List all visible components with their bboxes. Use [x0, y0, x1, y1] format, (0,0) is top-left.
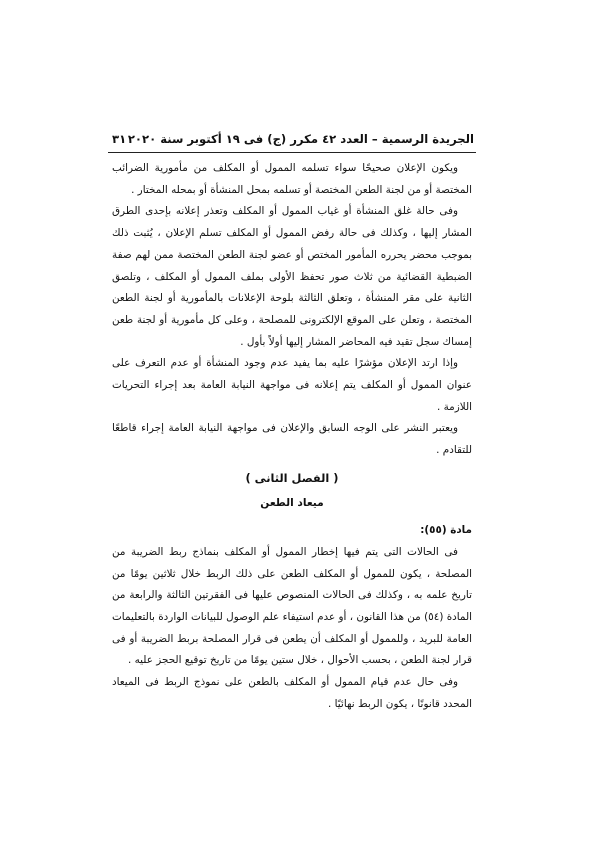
- chapter-title: ( الفصل الثانى ): [245, 470, 339, 485]
- chapter-subtitle: ميعاد الطعن: [260, 496, 324, 509]
- paragraph: ويعتبر النشر على الوجه السابق والإعلان فى مواجهة النيابة العامة إجراء قاطعًا للتقادم .: [112, 422, 472, 457]
- paragraph: وفى حال عدم قيام الممول أو المكلف بالطعن على نموذج الربط فى الميعاد المحدد قانونًا ، يكون الربط نهائيًا .: [112, 676, 472, 710]
- paragraph: ويكون الإعلان صحيحًا سواء تسلمه الممول أو المكلف من مأمورية الضرائب المختصة أو من لجنة الطعن المختصة أو تسلمه بمحل المنشأة أو بمحله المختار .: [112, 162, 472, 196]
- page-number: ٣١: [112, 132, 127, 146]
- header-title: الجريدة الرسمية – العدد ٤٢ مكرر (ج) فى ١٩ أكتوبر سنة ٢٠٢٠: [127, 132, 474, 146]
- paragraph: فى الحالات التى يتم فيها إخطار الممول أو المكلف بنماذج ربط الضريبة من المصلحة ، يكون للممول أو المكلف الطعن على ذلك الربط خلال ثلاثين يومًا من تاريخ علمه به ، وكذلك فى الحالات المنصوص عليها فى الفقرتين الثالثة والرابعة من المادة (٥٤) من هذا القانون ، أو عدم استيفاء علم الوصول للبيانات الواردة بالتعليمات العامة للبريد ، وللممول أو المكلف أن يطعن فى قرار المصلحة بربط الضريبة أو فى قرار لجنة الطعن ، بحسب الأحوال ، خلال ستين يومًا من تاريخ توقيع الحجز عليه .: [112, 545, 472, 667]
- page-header: [112, 128, 474, 150]
- paragraph: وفى حالة غلق المنشأة أو غياب الممول أو المكلف وتعذر إعلانه بإحدى الطرق المشار إليها ، وكذلك فى حالة رفض الممول أو المكلف تسلم الإعلان ، يُثبت ذلك بموجب محضر يحرره المأمور المختص أو عضو لجنة الطعن المختصة ممن لهم صفة الضبطية القضائية من ثلاث صور تحفظ الأولى بملف الممول أو المكلف ، وتلصق الثانية على مقر المنشأة ، وتعلق الثالثة بلوحة الإعلانات بالمأمورية أو لجنة الطعن المختصة ، وتعلن على الموقع الإلكترونى للمصلحة ، وعلى كل مأمورية أو لجنة طعن إمساك سجل تقيد فيه المحاضر المشار إليها أولاً بأول .: [112, 205, 472, 348]
- paragraph: وإذا ارتد الإعلان مؤشرًا عليه بما يفيد عدم وجود المنشأة أو عدم التعرف على عنوان الممول أو المكلف يتم إعلانه فى مواجهة النيابة العامة بعد إجراء التحريات اللازمة .: [112, 357, 472, 413]
- header-rule: [108, 152, 476, 153]
- article-title: مادة (٥٥):: [420, 524, 472, 537]
- document-body: [112, 158, 472, 716]
